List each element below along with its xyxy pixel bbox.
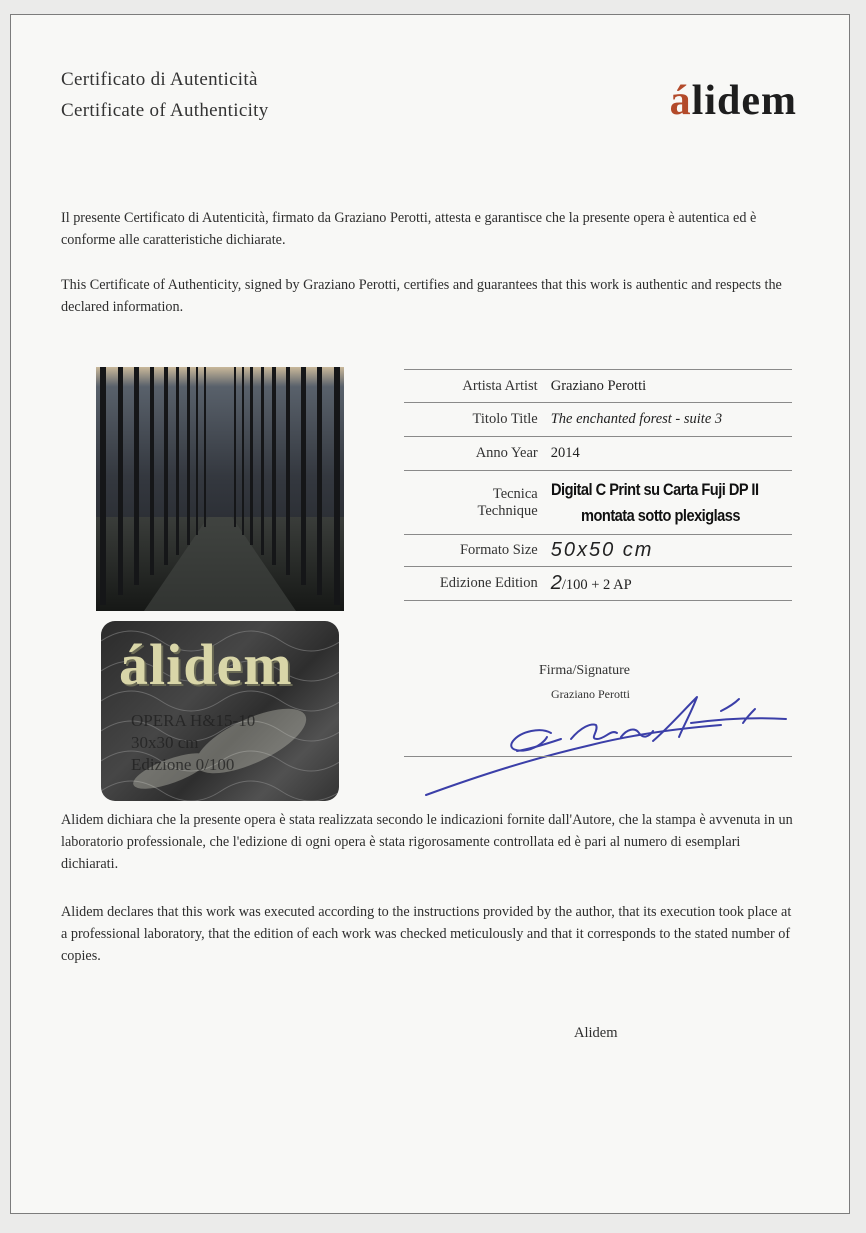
detail-label: Anno Year: [404, 437, 548, 471]
declaration-italian: Alidem dichiara che la presente opera è stata realizzata secondo le indicazioni fornite dall'Autore, che la stampa è avvenuta in un laboratorio professionale, che l'edizione di ogni opera è stata rigorosamente controllata ed è pari al numero di esemplari dichiarati.: [61, 812, 793, 872]
hologram-size: 30x30 cm: [131, 733, 199, 752]
detail-label: Formato Size: [404, 535, 548, 567]
intro-english: This Certificate of Authenticity, signed by Graziano Perotti, certifies and guarantees that this work is authentic and respects the declared information.: [61, 277, 782, 315]
title-italian: Certificato di Autenticità: [61, 69, 258, 90]
certificate-page: [10, 14, 850, 1214]
technique-label-en: Technique: [477, 502, 538, 519]
alidem-logo: álidem: [669, 78, 797, 124]
hologram-sticker: [101, 621, 339, 801]
detail-label: [404, 471, 548, 535]
hologram-brand: álidem: [119, 632, 293, 697]
edition-number-handwritten: 2: [550, 572, 562, 594]
technique-line-1: Digital C Print su Carta Fuji DP II: [550, 479, 759, 499]
detail-value: 2014: [548, 437, 792, 471]
detail-row-edition: [404, 567, 792, 601]
detail-row-artist: [404, 370, 792, 403]
detail-label: Edizione Edition: [404, 567, 548, 601]
detail-row-size: [404, 535, 792, 567]
detail-label: Artista Artist: [404, 370, 548, 403]
signature-name: Graziano Perotti: [551, 687, 630, 701]
detail-row-technique: [404, 471, 792, 535]
artwork-photo: [96, 367, 344, 611]
declaration-english: Alidem declares that this work was executed according to the instructions provided by the author, that its execution took place at a professional laboratory, that the edition of each work was checked meticulously and that it corresponds to the stated number of copies.: [61, 904, 792, 964]
detail-value: Graziano Perotti: [548, 370, 792, 403]
forest-image: [96, 367, 344, 611]
detail-row-title: [404, 403, 792, 437]
signature-line: [404, 756, 792, 757]
hologram-opera: OPERA H&15-10: [131, 711, 256, 730]
detail-label: Titolo Title: [404, 403, 548, 437]
footer-signatory: Alidem: [574, 1025, 618, 1041]
title-english: Certificate of Authenticity: [61, 100, 269, 121]
handwritten-signature: [421, 683, 791, 803]
detail-value: [548, 471, 792, 535]
detail-value: 50x50 cm: [548, 535, 792, 567]
technique-line-2: montata sotto plexiglass: [580, 505, 740, 525]
hologram-edition: Edizione 0/100: [131, 755, 235, 774]
edition-total: /100 + 2 AP: [561, 577, 632, 593]
detail-value: [548, 567, 792, 601]
intro-italian: Il presente Certificato di Autenticità, firmato da Graziano Perotti, attesta e garantisce che la presente opera è autentica ed è conforme alle caratteristiche dichiarate.: [61, 210, 757, 248]
detail-row-year: [404, 437, 792, 471]
technique-label-it: Tecnica: [492, 485, 538, 502]
detail-value: The enchanted forest - suite 3: [548, 403, 792, 437]
signature-label: Firma/Signature: [539, 663, 630, 678]
artwork-details-table: [404, 369, 792, 601]
